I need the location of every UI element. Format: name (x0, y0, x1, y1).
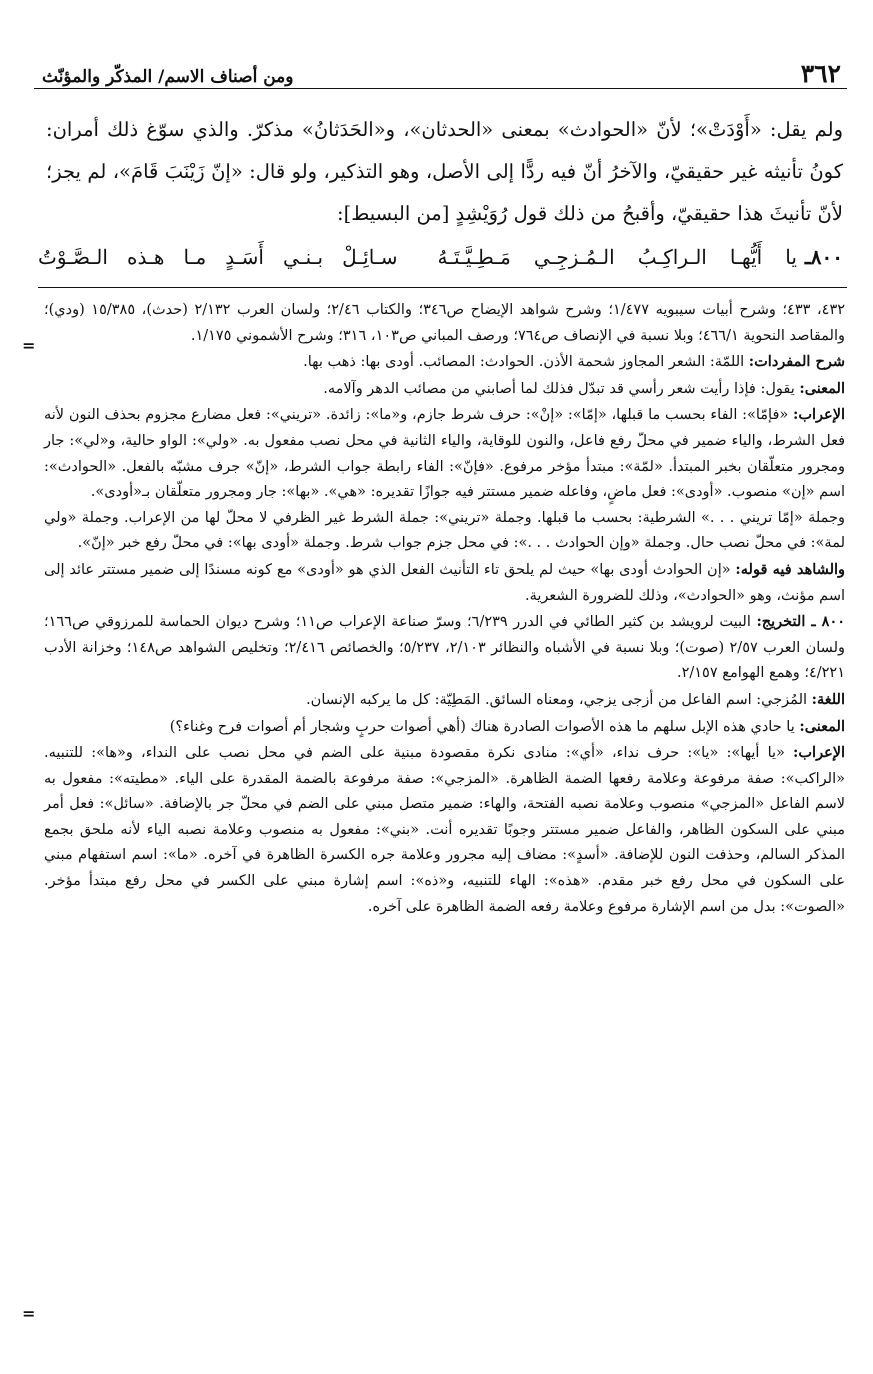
footnote-paragraph: ٤٣٢، ٤٣٣؛ وشرح أبيات سيبويه ١/٤٧٧؛ وشرح شواهد الإيضاح ص٣٤٦؛ والكتاب ٢/٤٦؛ ولسان العرب ٢/١٣٢ (حدث)، ١٥/٣٨٥ (ودي)؛ والمقاصد النحوية ٤٦٦/١؛ وبلا نسبة في الإنصاف ص٧٦٤؛ ورصف المباني ص١٠٣، ٣١٦؛ وشرح الأشموني ١/١٧٥. (44, 302, 846, 344)
footnote-text: يقول: فإذا رأيت شعر رأسي قد تبدّل فذلك لما أصابني من مصائب الدهر وآلامه. (323, 380, 795, 397)
poetry-verse (34, 237, 847, 277)
footnote-paragraph (44, 740, 845, 920)
footnote-label: المعنى: (799, 379, 845, 397)
footnote-text: يا حادي هذه الإبل سلهم ما هذه الأصوات الصادرة هناك (أهي أصوات حربٍ وشجار أم أصوات فرح وغناء؟) (169, 718, 795, 735)
footnote-paragraph: وجملة «إمّا تريني . . .» الشرطية: بحسب ما قبلها. وجملة «تريني»: جملة الشرط غير الظرفي لا محلّ لها من الإعراب. وجملة «ولي لمة»: في محلّ نصب حال. وجملة «وإن الحوادث . . .»: في محل جزم جواب شرط. وجملة «أودى بها»: في محلّ رفع خبر «إنّ». (44, 509, 845, 552)
footnote-paragraph (44, 609, 845, 687)
footnote-paragraph (44, 687, 845, 714)
first-hemistich: يا أَيُّهـا الـراكِـبُ الـمُـزجِـي مَـطِـيَّـتَـهُ (437, 245, 797, 269)
verse-number: ٨٠٠ـ (804, 245, 843, 269)
footnote-separator (38, 287, 847, 288)
footnote-text: اللمّة: الشعر المجاوز شحمة الأذن. الحوادث: المصائب. أودى بها: ذهب بها. (303, 354, 745, 371)
footnote-paragraph (44, 402, 845, 505)
footnote-label: والشاهد فيه قوله: (735, 560, 846, 578)
footnote-label: المعنى: (799, 717, 845, 735)
footnote-paragraph (44, 376, 845, 403)
footnote-text: البيت لرويشد بن كثير الطائي في الدرر ٦/٢٣٩؛ وسرّ صناعة الإعراب ص١١؛ وشرح ديوان الحماسة للمرزوقي ص١٦٦؛ ولسان العرب ٢/٥٧ (صوت)؛ وبلا نسبة في الأشباه والنظائر ٢/١٠٣، ٥/٢٣٧؛ والخصائص ٢/٤١٦؛ وتخليص الشواهد ص١٤٨؛ وخزانة الأدب ٤/٢٢١؛ وهمع الهوامع ٢/١٥٧. (44, 614, 846, 682)
footnote-text: «فإمّا»: الفاء بحسب ما قبلها، «إمّا»: «إنْ»: حرف شرط جازم، و«ما»: زائدة. «تريني»: فعل مضارع مجزوم بحذف النون لأنه فعل الشرط، والياء ضمير في محلّ رفع فاعل، والنون للوقاية، والياء الثانية في محل نصب مفعول به. «ولي»: الواو حالية، و«لي»: جار ومجرور متعلّقان بخبر المبتدأ. «لمّة»: مبتدأ مؤخر مرفوع. «فإنّ»: الفاء رابطة جواب الشرط، «إنّ» جرف مشبّه بالفعل. «الحوادث»: اسم «إن» منصوب. «أودى»: فعل ماضٍ، وفاعله ضمير مستتر فيه جوازًا تقديره: «هي». «بها»: جار ومجرور متعلّقان بـ«أودى». (44, 407, 845, 501)
footnote-label: اللغة: (811, 690, 845, 708)
running-title: ومن أصناف الاسم/ المذكّر والمؤنّث (42, 67, 294, 87)
footnote-label: الإعراب: (793, 406, 845, 424)
footnote-label: شرح المفردات: (748, 353, 845, 371)
footnote-label: ٨٠٠ ـ التخريج: (756, 613, 846, 631)
second-hemistich: سـائِـلْ بـنـي أَسَـدٍ مـا هـذه الـصَّـوْتُ (38, 245, 398, 269)
footnote-text: المُزجي: اسم الفاعل من أزجى يزجي، ومعناه السائق. المَطِيّة: كل ما يركبه الإنسان. (306, 691, 808, 708)
footnote-paragraph (44, 557, 845, 609)
footnote-label: الإعراب: (793, 744, 846, 762)
continuation-mark: = (22, 1304, 36, 1323)
main-text (34, 109, 847, 235)
footnote-text: «إن الحوادث أودى بها» حيث لم يلحق تاء التأنيث الفعل الذي هو «أودى» مع كونه مسندًا إلى ضمير مستتر عائد إلى اسم مؤنث، وهو «الحوادث»، وذلك للضرورة الشعرية. (44, 561, 845, 604)
running-header (34, 56, 847, 89)
page-number: ٣٦٢ (800, 59, 841, 88)
main-paragraph: ولم يقل: «أَوْدَتْ»؛ لأنّ «الحوادث» بمعنى «الحدثان»، و«الحَدَثانُ» مذكرّ. والذي سوّغ ذلك أمران: كونُ تأنيثه غير حقيقيّ، والآخرُ أنّ فيه ردًّا إلى الأصل، وهو التذكير، ولو قال: «إنّ زَيْنَبَ قَامَ»، لم يجز؛ لأنّ تأنيثَ هذا حقيقيّ، وأقبحُ من ذلك قول رُوَيْشِدٍ [من البسيط]: (46, 118, 843, 225)
footnote-paragraph (44, 714, 845, 741)
footnote-paragraph (44, 349, 845, 376)
footnotes (34, 298, 847, 920)
continuation-mark: = (22, 336, 36, 355)
footnote-text: «يا أيها»: «يا»: حرف نداء، «أي»: منادى نكرة مقصودة مبنية على الضم في محل نصب على النداء، و«ها»: للتنبيه. «الراكب»: صفة مرفوعة وعلامة رفعها الضمة الظاهرة. «المزجي»: صفة مرفوعة بالضمة المقدرة على الياء. «مطيته»: مفعول به لاسم الفاعل «المزجي» منصوب وعلامة نصبه الفتحة، والهاء: ضمير متصل مبني على الضم في محلّ جر بالإضافة. «سائل»: فعل أمر مبني على السكون الظاهر، والفاعل ضمير مستتر وجوبًا تقديره أنت. «بني»: مفعول به منصوب وعلامة نصبه الياء لأنه ملحق بجمع المذكر السالم، وحذفت النون للإضافة. «أسدٍ»: مضاف إليه مجرور وعلامة جره الكسرة الظاهرة في آخره. «ما»: اسم استفهام مبني على السكون في محل رفع خبر مقدم. «هذه»: الهاء للتنبيه، و«ذه»: اسم إشارة مبني على الكسر في محل رفع مبتدأ مؤخر. «الصوت»: بدل من اسم الإشارة مرفوع وعلامة رفعه الضمة الظاهرة على آخره. (44, 745, 845, 915)
